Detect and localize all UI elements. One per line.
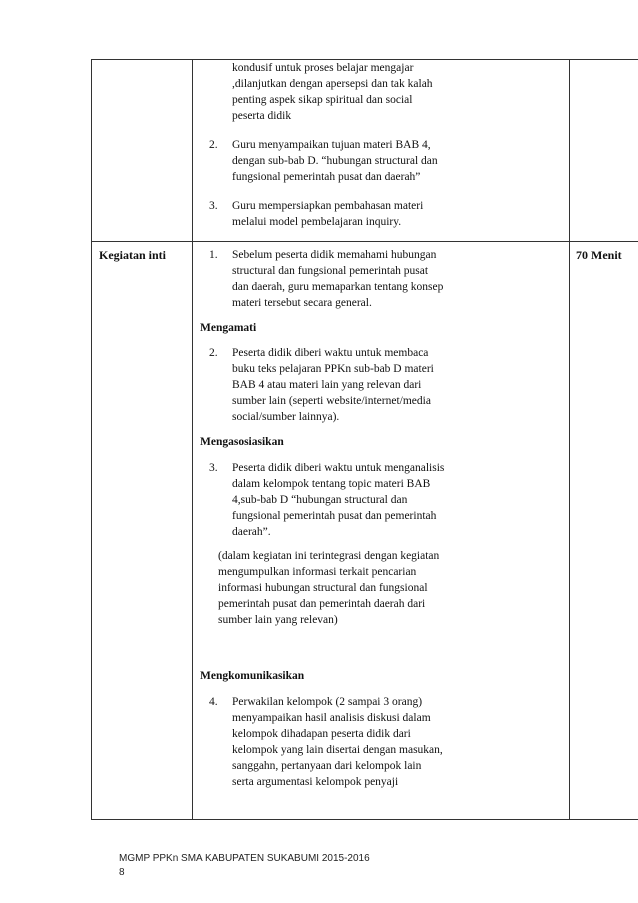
duration-label: 70 Menit: [576, 248, 622, 262]
item-number: 1.: [209, 249, 218, 261]
text-line: materi tersebut secara general.: [232, 297, 372, 309]
text-line: dan daerah, guru memaparkan tentang konsep: [232, 281, 444, 293]
item-number: 2.: [209, 139, 218, 151]
text-line: (dalam kegiatan ini terintegrasi dengan kegiatan: [218, 550, 440, 562]
text-line: Guru menyampaikan tujuan materi BAB 4,: [232, 139, 431, 151]
text-line: menyampaikan hasil analisis diskusi dalam: [232, 712, 431, 724]
content-cell: [193, 60, 570, 242]
text-line: Perwakilan kelompok (2 sampai 3 orang): [232, 696, 423, 708]
text-line: penting aspek sikap spiritual dan social: [232, 94, 413, 106]
list-item: [209, 198, 563, 230]
list-item: [209, 460, 563, 540]
text-line: BAB 4 atau materi lain yang relevan dari: [232, 379, 422, 391]
continuation-text: [209, 60, 563, 124]
text-line: structural dan fungsional pemerintah pusat: [232, 265, 429, 277]
text-line: sanggahn, pertanyaan dari kelompok lain: [232, 760, 422, 772]
time-cell: [570, 242, 638, 820]
text-line: kelompok dihadapan peserta didik dari: [232, 728, 411, 740]
text-line: 4,sub-bab D “hubungan structural dan: [232, 494, 408, 506]
list-item: [209, 247, 563, 311]
text-line: Peserta didik diberi waktu untuk menganalisis: [232, 462, 445, 474]
table-row: [92, 242, 638, 820]
table-row: [92, 60, 638, 242]
lesson-activity-table: [91, 59, 638, 820]
text-line: ,dilanjutkan dengan apersepsi dan tak kalah: [232, 78, 433, 90]
text-line: Sebelum peserta didik memahami hubungan: [232, 249, 437, 261]
text-line: kelompok yang lain disertai dengan masukan,: [232, 744, 443, 756]
text-line: sumber lain (seperti website/internet/media: [232, 395, 431, 407]
list-item: [209, 137, 563, 185]
text-line: melalui model pembelajaran inquiry.: [232, 216, 402, 228]
text-line: fungsional pemerintah pusat dan daerah”: [232, 171, 421, 183]
text-line: serta argumentasi kelompok penyaji: [232, 776, 399, 788]
text-line: buku teks pelajaran PPKn sub-bab D materi: [232, 363, 434, 375]
label-cell: [92, 242, 193, 820]
text-line: fungsional pemerintah pusat dan pemerintah: [232, 510, 437, 522]
text-line: sumber lain yang relevan): [218, 614, 338, 626]
page-number: 8: [119, 867, 125, 878]
text-line: informasi hubungan structural dan fungsional: [218, 582, 428, 594]
text-line: dengan sub-bab D. “hubungan structural dan: [232, 155, 438, 167]
page-footer: [119, 852, 370, 880]
text-line: pemerintah pusat dan pemerintah daerah dari: [218, 598, 426, 610]
activity-label: Kegiatan inti: [99, 248, 167, 262]
list-item: [209, 345, 563, 425]
text-line: social/sumber lainnya).: [232, 411, 340, 423]
item-number: 2.: [209, 347, 218, 359]
time-cell: [570, 60, 638, 242]
note-paragraph: [209, 548, 563, 628]
text-line: kondusif untuk proses belajar mengajar: [232, 62, 414, 74]
item-number: 4.: [209, 696, 218, 708]
list-item: [209, 694, 563, 790]
section-heading: Mengamati: [200, 322, 257, 334]
text-line: peserta didik: [232, 110, 292, 122]
text-line: daerah”.: [232, 526, 271, 538]
text-line: mengumpulkan informasi terkait pencarian: [218, 566, 417, 578]
item-number: 3.: [209, 462, 218, 474]
section-heading: Mengasosiasikan: [200, 436, 284, 448]
text-line: Peserta didik diberi waktu untuk membaca: [232, 347, 429, 359]
text-line: Guru mempersiapkan pembahasan materi: [232, 200, 424, 212]
text-line: dalam kelompok tentang topic materi BAB: [232, 478, 431, 490]
section-heading: Mengkomunikasikan: [200, 670, 305, 682]
content-cell: [193, 242, 570, 820]
label-cell: [92, 60, 193, 242]
footer-text: MGMP PPKn SMA KABUPATEN SUKABUMI 2015-2016: [119, 853, 370, 864]
item-number: 3.: [209, 200, 218, 212]
